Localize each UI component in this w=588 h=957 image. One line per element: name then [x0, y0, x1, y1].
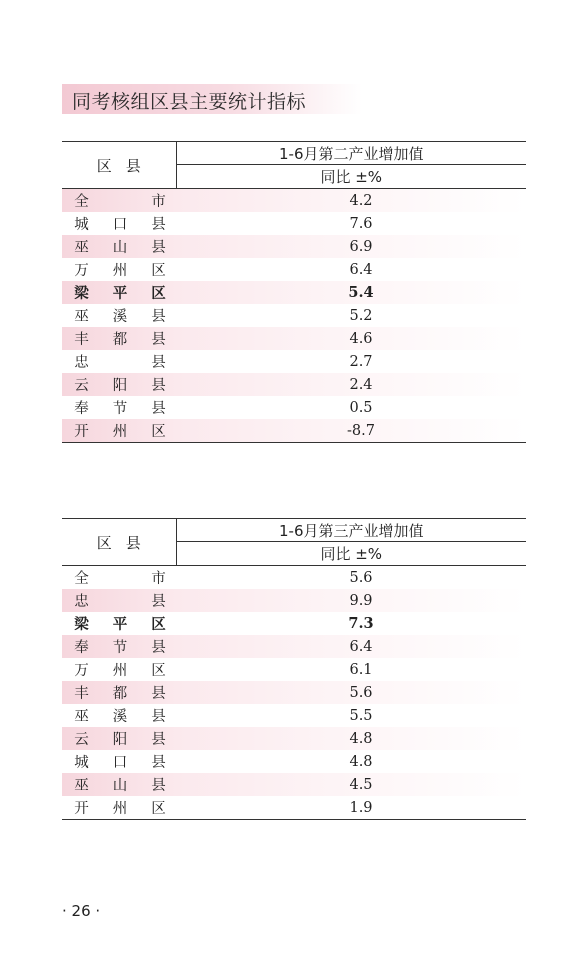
- growth-value-cell: 2.7: [349, 353, 373, 370]
- district-name-char: 奉: [74, 401, 89, 417]
- district-name-char: 州: [112, 801, 128, 817]
- district-name-char: 区: [151, 663, 166, 679]
- growth-value-cell: 5.6: [176, 681, 526, 704]
- growth-value-cell: 6.9: [176, 235, 526, 258]
- district-name-char: 忠: [74, 355, 89, 371]
- district-name-char: 县: [151, 778, 166, 794]
- table-body: [62, 189, 526, 443]
- page-number: · 26 ·: [62, 902, 101, 920]
- district-name-char: 市: [151, 571, 166, 587]
- district-name-char: 万: [74, 663, 89, 679]
- district-name-char: 县: [151, 640, 166, 656]
- table-row: [62, 189, 526, 213]
- growth-value-cell: 4.6: [176, 327, 526, 350]
- table-row: [62, 350, 526, 373]
- growth-value-cell: 7.6: [349, 215, 373, 232]
- district-column-header: 区县: [62, 519, 176, 566]
- district-name-char: 阳: [112, 378, 128, 394]
- district-name-char: 梁: [74, 616, 89, 633]
- table-row: [62, 681, 526, 704]
- district-name-cell: [62, 350, 176, 373]
- growth-value-cell: 6.1: [349, 661, 373, 678]
- growth-value-cell: 4.5: [176, 773, 526, 796]
- district-name-cell: [62, 281, 176, 304]
- district-name-char: 县: [151, 594, 166, 610]
- district-name-char: 溪: [112, 309, 128, 325]
- district-name-char: 口: [112, 755, 128, 771]
- indicator-header: 1-6月第三产业增加值: [176, 519, 526, 542]
- district-name-char: 都: [112, 332, 128, 348]
- district-name-char: 平: [112, 616, 128, 633]
- district-name-char: 忠: [74, 594, 89, 610]
- district-name-char: 县: [151, 355, 166, 371]
- district-name-char: [113, 590, 128, 611]
- table-row: [62, 258, 526, 281]
- district-name-cell: [62, 235, 176, 258]
- growth-value-cell: 5.4: [176, 281, 526, 304]
- growth-value-cell: 7.3: [348, 615, 374, 632]
- district-name-char: 区: [151, 801, 166, 817]
- district-name-char: 区: [151, 285, 166, 302]
- district-name-char: 州: [112, 424, 128, 440]
- district-name-char: 巫: [74, 240, 89, 256]
- growth-value-cell: 4.8: [176, 727, 526, 750]
- table-row: [62, 612, 526, 635]
- table-row: [62, 235, 526, 258]
- growth-value-cell: 5.6: [349, 569, 373, 586]
- district-name-char: 云: [74, 378, 89, 394]
- district-name-cell: [62, 704, 176, 727]
- district-name-char: 山: [112, 240, 128, 256]
- district-name-char: 都: [112, 686, 128, 702]
- district-name-char: 市: [151, 194, 166, 210]
- growth-value-cell: 4.8: [349, 753, 373, 770]
- district-name-char: 巫: [74, 309, 89, 325]
- growth-value-cell: -8.7: [176, 419, 526, 443]
- table-row: [62, 327, 526, 350]
- district-name-cell: [62, 189, 176, 213]
- secondary-industry-table: [62, 141, 526, 443]
- growth-value-cell: 4.2: [176, 189, 526, 213]
- district-name-char: 万: [74, 263, 89, 279]
- table-row: [62, 304, 526, 327]
- district-name-char: 区: [151, 616, 166, 633]
- district-name-char: 全: [74, 571, 89, 587]
- district-name-char: 县: [151, 332, 166, 348]
- growth-value-cell: 0.5: [349, 399, 373, 416]
- district-name-char: 山: [112, 778, 128, 794]
- district-name-char: 口: [112, 217, 128, 233]
- table-row: [62, 750, 526, 773]
- district-name-cell: [62, 681, 176, 704]
- district-name-cell: [62, 258, 176, 281]
- district-name-char: [113, 190, 128, 211]
- district-name-cell: [62, 750, 176, 773]
- section-title: 同考核组区县主要统计指标: [72, 91, 307, 113]
- district-name-char: 县: [151, 755, 166, 771]
- district-name-char: 县: [151, 217, 166, 233]
- district-name-char: 县: [151, 309, 166, 325]
- growth-value-cell: 6.4: [349, 261, 373, 278]
- table-row: [62, 796, 526, 820]
- district-name-char: 奉: [74, 640, 89, 656]
- district-name-char: 城: [74, 755, 89, 771]
- district-name-char: [113, 351, 128, 372]
- district-name-char: 县: [151, 686, 166, 702]
- district-name-cell: [62, 635, 176, 658]
- district-name-char: 县: [151, 378, 166, 394]
- district-name-cell: [62, 612, 176, 635]
- district-name-cell: [62, 327, 176, 350]
- district-name-cell: [62, 566, 176, 590]
- district-name-cell: [62, 727, 176, 750]
- table-row: [62, 281, 526, 304]
- table-row: [62, 396, 526, 419]
- tertiary-industry-table: [62, 518, 526, 820]
- growth-value-cell: 1.9: [176, 796, 526, 820]
- district-name-char: 州: [112, 263, 128, 279]
- table-row: [62, 635, 526, 658]
- growth-value-cell: 9.9: [176, 589, 526, 612]
- district-name-char: 丰: [74, 332, 89, 348]
- district-column-header: 区县: [62, 142, 176, 189]
- district-name-char: 巫: [74, 778, 89, 794]
- district-name-char: 节: [112, 640, 128, 656]
- district-name-char: 阳: [112, 732, 128, 748]
- district-name-cell: [62, 304, 176, 327]
- district-name-cell: [62, 419, 176, 443]
- unit-header: 同比 ±%: [176, 165, 526, 189]
- table-body: [62, 566, 526, 820]
- district-name-char: 梁: [74, 285, 89, 302]
- table-row: [62, 566, 526, 590]
- district-name-char: 云: [74, 732, 89, 748]
- district-name-char: 县: [151, 709, 166, 725]
- district-name-cell: [62, 212, 176, 235]
- district-name-char: 县: [151, 240, 166, 256]
- district-name-char: 平: [112, 285, 128, 302]
- district-name-char: 丰: [74, 686, 89, 702]
- table-row: [62, 658, 526, 681]
- district-name-cell: [62, 396, 176, 419]
- table-row: [62, 773, 526, 796]
- table-row: [62, 373, 526, 396]
- growth-value-cell: 5.5: [349, 707, 373, 724]
- district-name-char: 城: [74, 217, 89, 233]
- district-name-char: 溪: [112, 709, 128, 725]
- district-name-char: 巫: [74, 709, 89, 725]
- table-row: [62, 589, 526, 612]
- district-name-char: 县: [151, 401, 166, 417]
- indicator-header: 1-6月第二产业增加值: [176, 142, 526, 165]
- district-name-cell: [62, 796, 176, 820]
- district-name-char: 区: [151, 424, 166, 440]
- table-row: [62, 212, 526, 235]
- table-row: [62, 727, 526, 750]
- district-name-char: 开: [74, 801, 89, 817]
- table-row: [62, 419, 526, 443]
- unit-header: 同比 ±%: [176, 542, 526, 566]
- district-name-cell: [62, 589, 176, 612]
- growth-value-cell: 5.2: [349, 307, 373, 324]
- district-name-char: 全: [74, 194, 89, 210]
- district-name-cell: [62, 373, 176, 396]
- table-row: [62, 704, 526, 727]
- growth-value-cell: 2.4: [176, 373, 526, 396]
- section-title-bar: [62, 84, 362, 114]
- district-name-char: 开: [74, 424, 89, 440]
- district-name-char: 节: [112, 401, 128, 417]
- growth-value-cell: 6.4: [176, 635, 526, 658]
- district-name-char: [113, 567, 128, 588]
- district-name-cell: [62, 658, 176, 681]
- district-name-cell: [62, 773, 176, 796]
- district-name-char: 州: [112, 663, 128, 679]
- district-name-char: 区: [151, 263, 166, 279]
- district-name-char: 县: [151, 732, 166, 748]
